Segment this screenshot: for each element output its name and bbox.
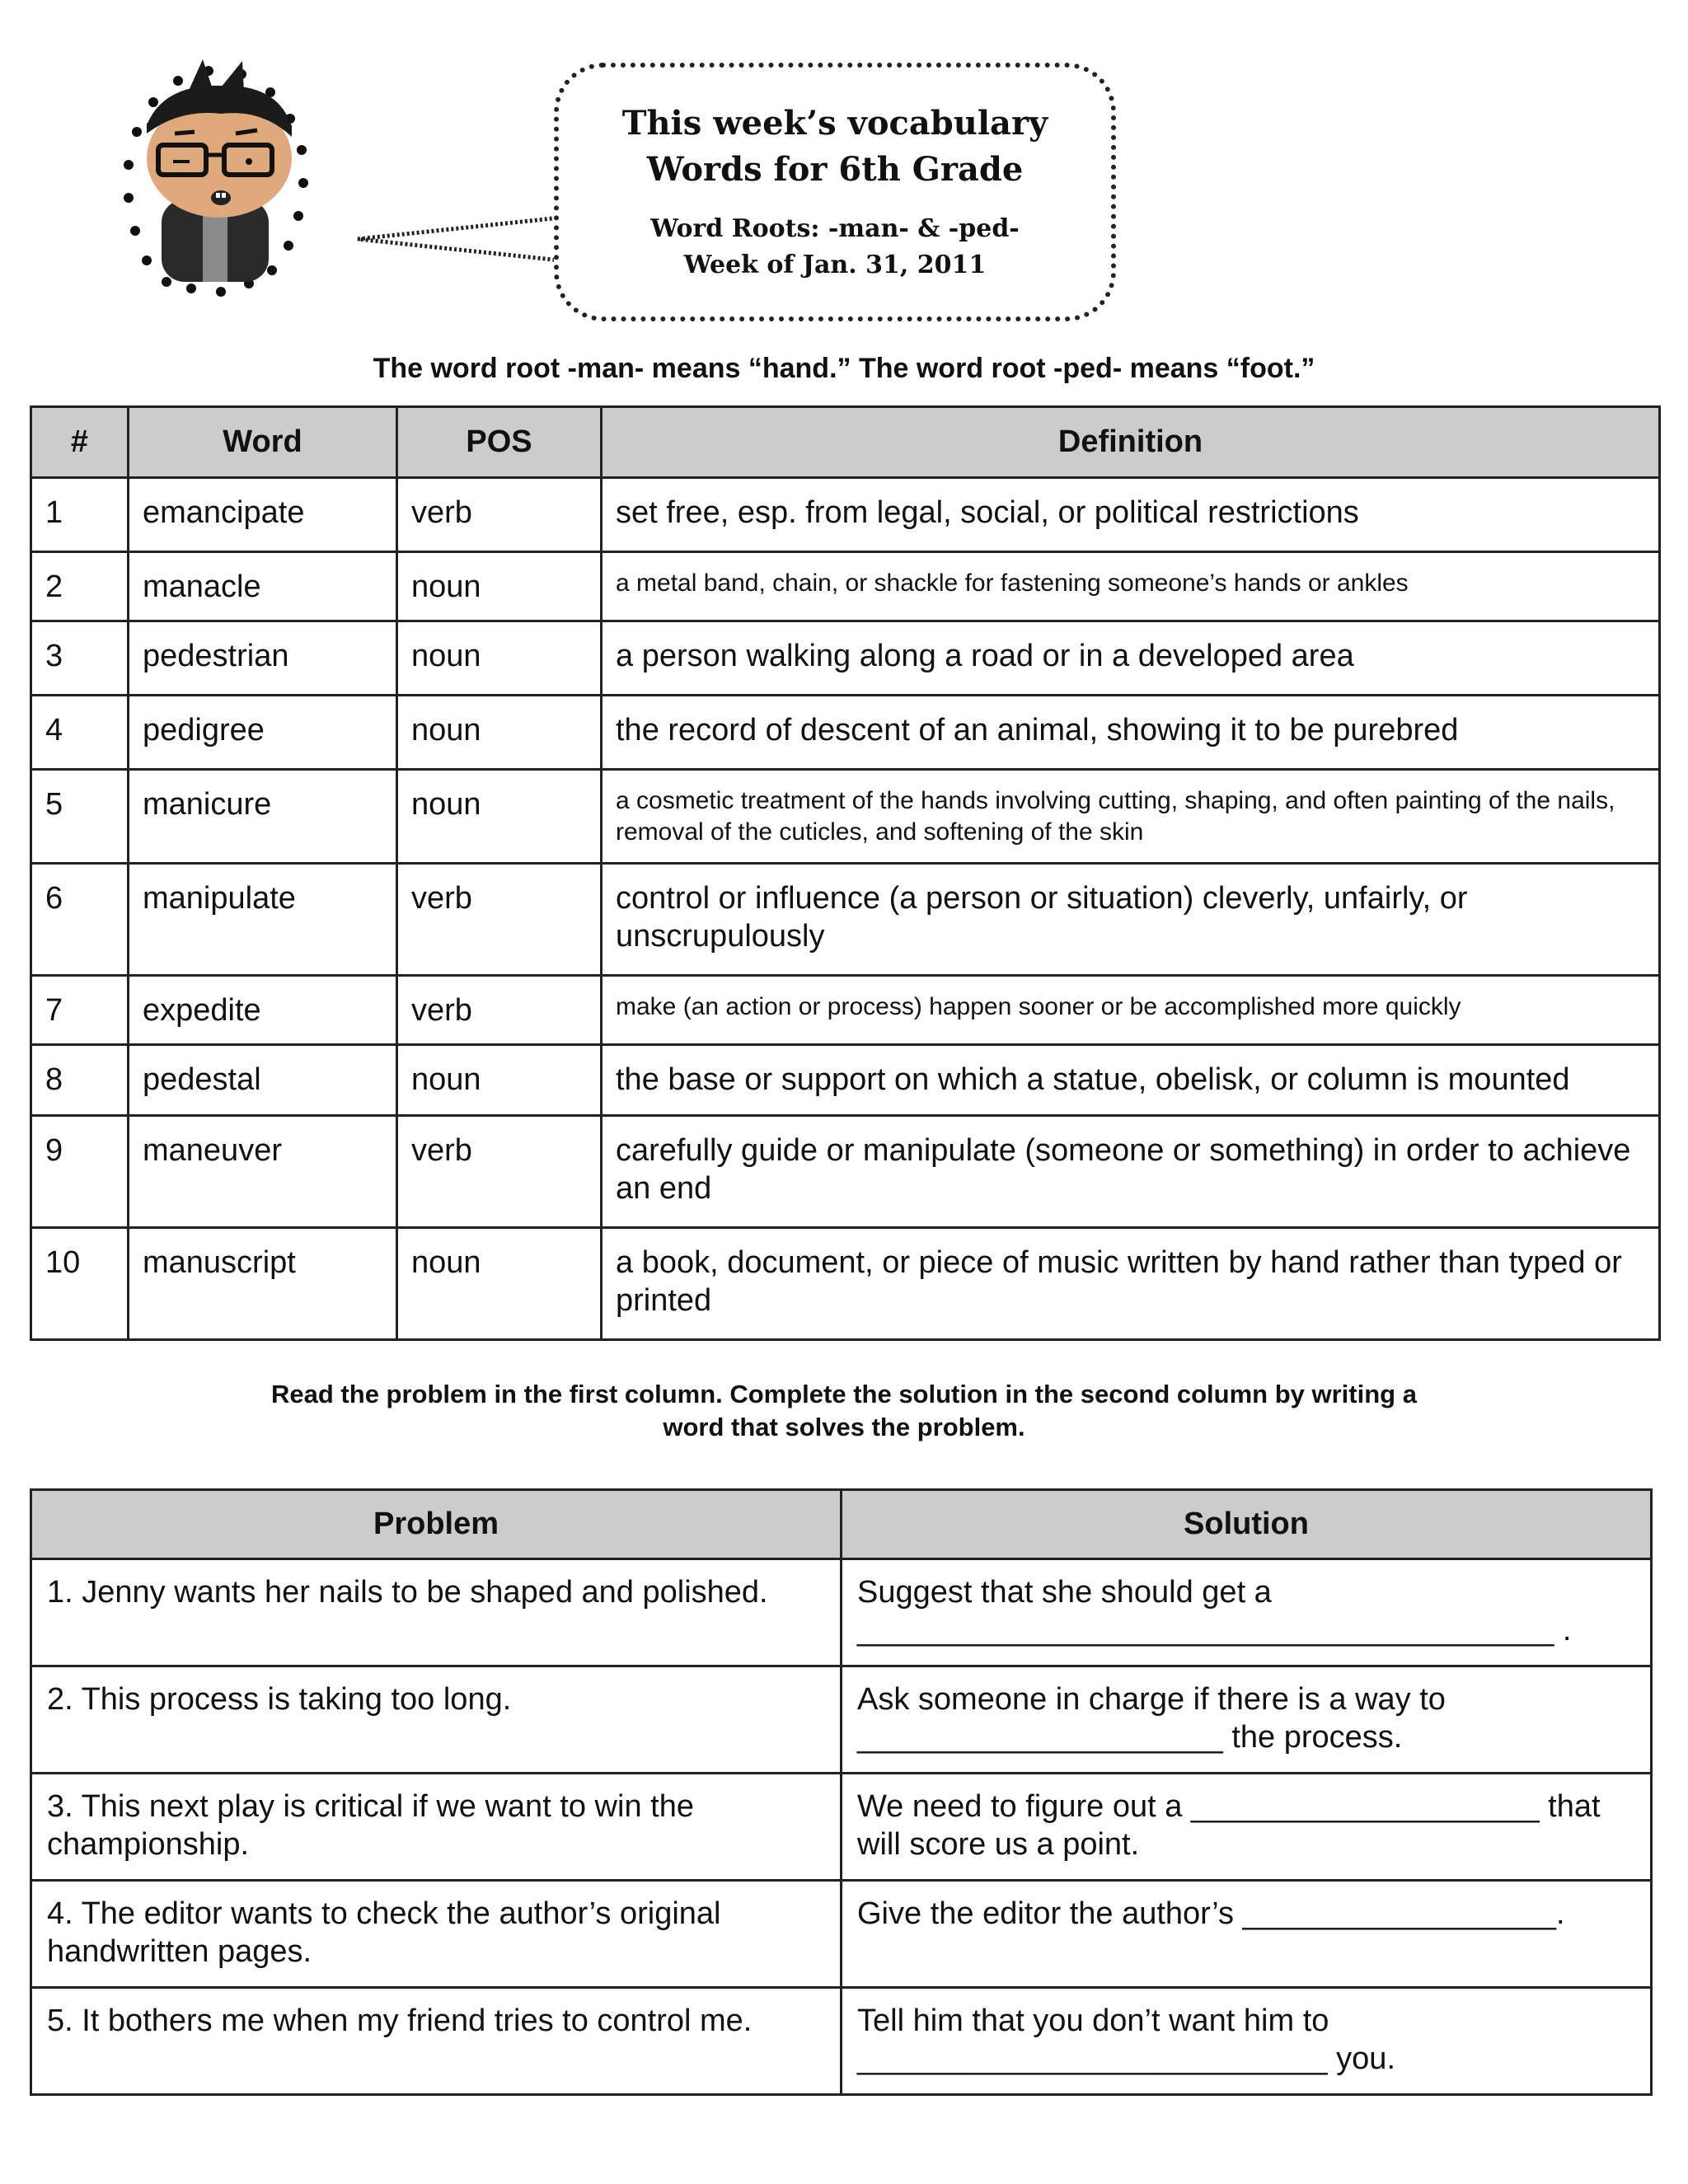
- row-number: 10: [31, 1228, 129, 1340]
- solution-text: will score us a point.: [857, 1827, 1140, 1862]
- row-definition: a person walking along a road or in a developed area: [602, 621, 1660, 696]
- solution-cell[interactable]: [842, 1988, 1652, 2095]
- row-word: manicure: [129, 770, 397, 864]
- solution-cell[interactable]: [842, 1774, 1652, 1881]
- header-problem: Problem: [31, 1490, 842, 1559]
- table-row: [31, 1116, 1660, 1228]
- row-definition: make (an action or process) happen sooner or be accomplished more quickly: [602, 976, 1660, 1045]
- row-definition: a book, document, or piece of music written by hand rather than typed or printed: [602, 1228, 1660, 1340]
- solution-blank[interactable]: ___________________________ you.: [857, 2041, 1395, 2076]
- problem-solution-table: [30, 1488, 1653, 2096]
- header-pos: POS: [397, 407, 602, 478]
- row-word: emancipate: [129, 478, 397, 552]
- row-number: 7: [31, 976, 129, 1045]
- word-root-statement: The word root -man- means “hand.” The word root -ped- means “foot.”: [373, 353, 1315, 384]
- row-number: 9: [31, 1116, 129, 1228]
- row-number: 3: [31, 621, 129, 696]
- row-pos: noun: [397, 696, 602, 770]
- row-definition: a cosmetic treatment of the hands involving cutting, shaping, and often painting of the nails, removal of the cuticles, and softening of the skin: [602, 770, 1660, 864]
- row-word: manipulate: [129, 864, 397, 976]
- instructions-line1: Read the problem in the first column. Complete the solution in the second column by writing a: [271, 1380, 1417, 1408]
- problem-cell: 3. This next play is critical if we want to win the championship.: [31, 1774, 842, 1881]
- instructions-line2: word that solves the problem.: [663, 1413, 1025, 1441]
- solution-blank[interactable]: ________________________________________ .: [857, 1613, 1572, 1647]
- row-pos: verb: [397, 976, 602, 1045]
- row-definition: control or influence (a person or situation) cleverly, unfairly, or unscrupulously: [602, 864, 1660, 976]
- solution-blank[interactable]: _____________________ the process.: [857, 1720, 1403, 1755]
- table-row: [31, 864, 1660, 976]
- header-solution: Solution: [842, 1490, 1652, 1559]
- row-number: 4: [31, 696, 129, 770]
- row-definition: the base or support on which a statue, obelisk, or column is mounted: [602, 1045, 1660, 1116]
- row-definition: a metal band, chain, or shackle for fastening someone’s hands or ankles: [602, 552, 1660, 621]
- table-row: [31, 552, 1660, 621]
- problem-cell: 4. The editor wants to check the author’s original handwritten pages.: [31, 1881, 842, 1988]
- solution-cell[interactable]: [842, 1559, 1652, 1666]
- teacher-character-illustration: [97, 59, 345, 340]
- solution-text[interactable]: Give the editor the author’s __________________.: [857, 1896, 1565, 1931]
- row-pos: verb: [397, 864, 602, 976]
- table-row: [31, 1774, 1652, 1881]
- problem-cell: 2. This process is taking too long.: [31, 1666, 842, 1774]
- row-word: maneuver: [129, 1116, 397, 1228]
- row-definition: set free, esp. from legal, social, or political restrictions: [602, 478, 1660, 552]
- solution-cell[interactable]: [842, 1666, 1652, 1774]
- table-row: [31, 696, 1660, 770]
- row-pos: verb: [397, 478, 602, 552]
- row-word: manuscript: [129, 1228, 397, 1340]
- row-word: manacle: [129, 552, 397, 621]
- speech-bubble: [554, 63, 1116, 321]
- table-row: [31, 1045, 1660, 1116]
- table-row: [31, 1988, 1652, 2095]
- instructions: [0, 1378, 1688, 1444]
- speech-bubble-tail: [354, 206, 569, 272]
- problem-cell: 1. Jenny wants her nails to be shaped and polished.: [31, 1559, 842, 1666]
- row-pos: noun: [397, 621, 602, 696]
- row-pos: noun: [397, 1045, 602, 1116]
- table-row: [31, 621, 1660, 696]
- bubble-title-line2: Words for 6th Grade: [646, 150, 1024, 189]
- practice-header-row: [31, 1490, 1652, 1559]
- row-definition: the record of descent of an animal, showing it to be purebred: [602, 696, 1660, 770]
- row-pos: verb: [397, 1116, 602, 1228]
- row-pos: noun: [397, 1228, 602, 1340]
- row-pos: noun: [397, 770, 602, 864]
- problem-cell: 5. It bothers me when my friend tries to control me.: [31, 1988, 842, 2095]
- solution-cell[interactable]: [842, 1881, 1652, 1988]
- row-word: pedestal: [129, 1045, 397, 1116]
- solution-text: Tell him that you don’t want him to: [857, 2004, 1329, 2038]
- row-word: pedestrian: [129, 621, 397, 696]
- table-row: [31, 1666, 1652, 1774]
- row-word: pedigree: [129, 696, 397, 770]
- row-pos: noun: [397, 552, 602, 621]
- solution-text[interactable]: We need to figure out a ____________________ that: [857, 1789, 1601, 1824]
- header-word: Word: [129, 407, 397, 478]
- row-number: 2: [31, 552, 129, 621]
- table-row: [31, 478, 1660, 552]
- bubble-title-line1: This week’s vocabulary: [621, 104, 1048, 143]
- row-definition: carefully guide or manipulate (someone or something) in order to achieve an end: [602, 1116, 1660, 1228]
- table-row: [31, 770, 1660, 864]
- row-number: 5: [31, 770, 129, 864]
- solution-text: Ask someone in charge if there is a way to: [857, 1682, 1446, 1717]
- row-number: 6: [31, 864, 129, 976]
- vocabulary-header-row: [31, 407, 1660, 478]
- row-number: 1: [31, 478, 129, 552]
- row-number: 8: [31, 1045, 129, 1116]
- solution-text: Suggest that she should get a: [857, 1575, 1272, 1610]
- bubble-week-date: Week of Jan. 31, 2011: [683, 251, 987, 279]
- bubble-word-roots: Word Roots: -man- & -ped-: [650, 214, 1020, 243]
- table-row: [31, 976, 1660, 1045]
- table-row: [31, 1881, 1652, 1988]
- table-row: [31, 1228, 1660, 1340]
- vocabulary-table: [30, 405, 1661, 1341]
- header-number: #: [31, 407, 129, 478]
- header-definition: Definition: [602, 407, 1660, 478]
- row-word: expedite: [129, 976, 397, 1045]
- table-row: [31, 1559, 1652, 1666]
